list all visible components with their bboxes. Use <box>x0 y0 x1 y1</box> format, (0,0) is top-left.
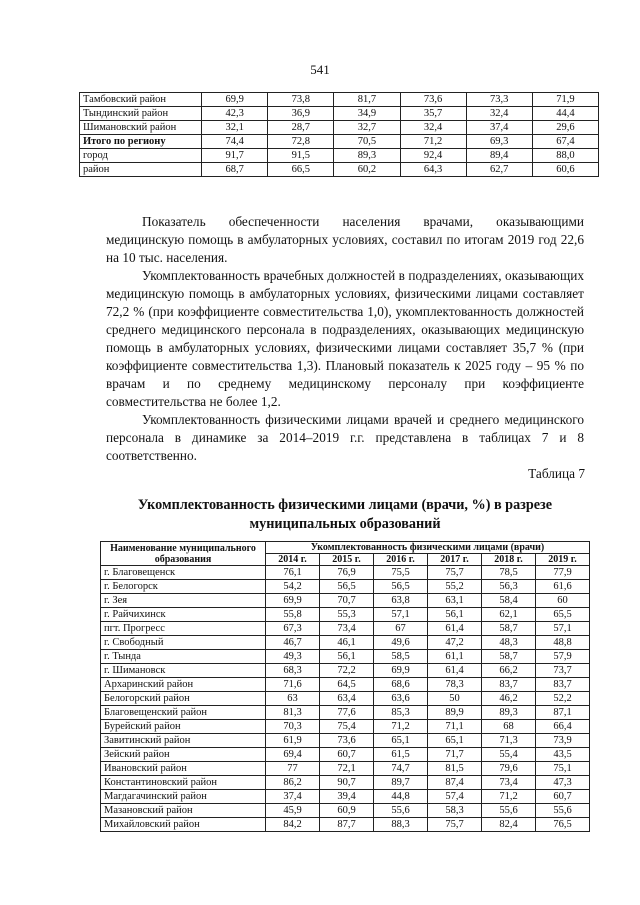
row-value: 56,5 <box>374 580 428 594</box>
table-row <box>101 664 590 678</box>
row-value: 34,9 <box>334 107 400 121</box>
row-value: 63,8 <box>374 594 428 608</box>
row-value: 55,2 <box>428 580 482 594</box>
row-name: Архаринский район <box>101 678 266 692</box>
table-row <box>101 650 590 664</box>
row-value: 84,2 <box>266 818 320 832</box>
row-value: 69,9 <box>266 594 320 608</box>
row-value: 63 <box>266 692 320 706</box>
row-value: 57,1 <box>536 622 590 636</box>
row-value: 62,7 <box>466 163 532 177</box>
row-value: 60,2 <box>334 163 400 177</box>
row-value: 66,5 <box>268 163 334 177</box>
table-row <box>101 678 590 692</box>
row-name: г. Шимановск <box>101 664 266 678</box>
row-value: 75,7 <box>428 818 482 832</box>
paragraph: Укомплектованность физическими лицами врачей и среднего медицинского персонала в динамике за 2014–2019 г.г. представлена в таблицах 7 и 8 соответственно. <box>106 412 584 463</box>
row-value: 88,0 <box>532 149 598 163</box>
row-value: 46,2 <box>482 692 536 706</box>
row-value: 85,3 <box>374 706 428 720</box>
row-value: 91,5 <box>268 149 334 163</box>
row-value: 72,1 <box>320 762 374 776</box>
row-value: 54,2 <box>266 580 320 594</box>
row-value: 76,9 <box>320 566 374 580</box>
row-value: 77,9 <box>536 566 590 580</box>
row-value: 61,4 <box>428 664 482 678</box>
row-value: 32,7 <box>334 121 400 135</box>
row-value: 66,2 <box>482 664 536 678</box>
row-value: 74,7 <box>374 762 428 776</box>
table-row <box>101 762 590 776</box>
row-value: 58,7 <box>482 650 536 664</box>
row-name: пгт. Прогресс <box>101 622 266 636</box>
row-value: 58,4 <box>482 594 536 608</box>
table-row <box>80 163 599 177</box>
row-value: 78,3 <box>428 678 482 692</box>
row-value: 82,4 <box>482 818 536 832</box>
row-value: 71,7 <box>428 748 482 762</box>
row-value: 37,4 <box>266 790 320 804</box>
table-row <box>101 734 590 748</box>
row-value: 92,4 <box>400 149 466 163</box>
row-value: 67,3 <box>266 622 320 636</box>
row-value: 47,2 <box>428 636 482 650</box>
row-value: 55,6 <box>482 804 536 818</box>
row-value: 61,5 <box>374 748 428 762</box>
header-year: 2019 г. <box>536 554 590 566</box>
row-value: 44,8 <box>374 790 428 804</box>
row-value: 70,3 <box>266 720 320 734</box>
row-value: 79,6 <box>482 762 536 776</box>
staffing-table <box>100 541 590 832</box>
table-label: Таблица 7 <box>528 466 585 481</box>
table-row <box>101 818 590 832</box>
row-value: 36,9 <box>268 107 334 121</box>
row-value: 57,1 <box>374 608 428 622</box>
row-value: 76,5 <box>536 818 590 832</box>
row-value: 64,3 <box>400 163 466 177</box>
row-name: г. Зея <box>101 594 266 608</box>
row-name: г. Благовещенск <box>101 566 266 580</box>
row-value: 71,2 <box>374 720 428 734</box>
row-value: 73,7 <box>536 664 590 678</box>
table-row <box>101 636 590 650</box>
row-value: 61,1 <box>428 650 482 664</box>
row-value: 81,3 <box>266 706 320 720</box>
row-name: Константиновский район <box>101 776 266 790</box>
row-name: г. Белогорск <box>101 580 266 594</box>
row-name: Тындинский район <box>80 107 202 121</box>
row-value: 50 <box>428 692 482 706</box>
row-value: 61,4 <box>428 622 482 636</box>
row-value: 63,6 <box>374 692 428 706</box>
row-value: 71,2 <box>400 135 466 149</box>
table-row <box>80 107 599 121</box>
row-value: 60,9 <box>320 804 374 818</box>
row-name: Зейский район <box>101 748 266 762</box>
row-value: 49,3 <box>266 650 320 664</box>
header-year: 2014 г. <box>266 554 320 566</box>
row-value: 87,4 <box>428 776 482 790</box>
row-value: 48,8 <box>536 636 590 650</box>
row-value: 72,2 <box>320 664 374 678</box>
row-value: 70,7 <box>320 594 374 608</box>
table-row <box>101 776 590 790</box>
row-value: 61,9 <box>266 734 320 748</box>
row-value: 65,1 <box>374 734 428 748</box>
table-row <box>80 93 599 107</box>
row-value: 69,3 <box>466 135 532 149</box>
table-row <box>80 135 599 149</box>
row-value: 73,6 <box>320 734 374 748</box>
row-value: 89,9 <box>428 706 482 720</box>
row-value: 32,1 <box>202 121 268 135</box>
row-value: 67 <box>374 622 428 636</box>
table-row <box>101 566 590 580</box>
table-row <box>101 608 590 622</box>
table-row <box>101 622 590 636</box>
row-value: 65,5 <box>536 608 590 622</box>
row-value: 89,4 <box>466 149 532 163</box>
header-year: 2016 г. <box>374 554 428 566</box>
row-value: 68,3 <box>266 664 320 678</box>
row-value: 49,6 <box>374 636 428 650</box>
row-value: 73,4 <box>320 622 374 636</box>
row-value: 75,4 <box>320 720 374 734</box>
row-value: 55,8 <box>266 608 320 622</box>
row-name: Михайловский район <box>101 818 266 832</box>
header-year: 2018 г. <box>482 554 536 566</box>
row-value: 73,8 <box>268 93 334 107</box>
row-value: 56,3 <box>482 580 536 594</box>
row-value: 73,9 <box>536 734 590 748</box>
row-value: 60,7 <box>320 748 374 762</box>
row-value: 78,5 <box>482 566 536 580</box>
header-group: Укомплектованность физическими лицами (врачи) <box>266 542 590 554</box>
row-value: 46,7 <box>266 636 320 650</box>
row-name: Ивановский район <box>101 762 266 776</box>
row-value: 57,4 <box>428 790 482 804</box>
row-value: 42,3 <box>202 107 268 121</box>
row-value: 37,4 <box>466 121 532 135</box>
row-value: 56,1 <box>320 650 374 664</box>
row-value: 47,3 <box>536 776 590 790</box>
row-value: 89,3 <box>334 149 400 163</box>
row-value: 35,7 <box>400 107 466 121</box>
row-value: 55,6 <box>536 804 590 818</box>
row-value: 69,9 <box>202 93 268 107</box>
row-value: 32,4 <box>400 121 466 135</box>
row-value: 87,7 <box>320 818 374 832</box>
row-value: 71,3 <box>482 734 536 748</box>
row-value: 32,4 <box>466 107 532 121</box>
row-value: 45,9 <box>266 804 320 818</box>
row-value: 60,6 <box>532 163 598 177</box>
row-value: 74,4 <box>202 135 268 149</box>
row-value: 68 <box>482 720 536 734</box>
row-value: 71,2 <box>482 790 536 804</box>
table-row <box>80 149 599 163</box>
row-value: 72,8 <box>268 135 334 149</box>
row-value: 73,4 <box>482 776 536 790</box>
row-value: 67,4 <box>532 135 598 149</box>
row-value: 58,5 <box>374 650 428 664</box>
row-value: 75,7 <box>428 566 482 580</box>
row-value: 52,2 <box>536 692 590 706</box>
row-name: Завитинский район <box>101 734 266 748</box>
row-value: 90,7 <box>320 776 374 790</box>
table-row <box>101 748 590 762</box>
row-value: 57,9 <box>536 650 590 664</box>
row-value: 75,1 <box>536 762 590 776</box>
row-value: 58,7 <box>482 622 536 636</box>
table-row <box>101 804 590 818</box>
header-year: 2015 г. <box>320 554 374 566</box>
row-name: Магдагачинский район <box>101 790 266 804</box>
row-value: 55,4 <box>482 748 536 762</box>
table-row <box>101 706 590 720</box>
row-value: 73,6 <box>400 93 466 107</box>
row-value: 56,5 <box>320 580 374 594</box>
table-row <box>101 790 590 804</box>
continuation-table <box>79 92 599 177</box>
row-value: 73,3 <box>466 93 532 107</box>
row-value: 71,6 <box>266 678 320 692</box>
table-row <box>80 121 599 135</box>
row-value: 88,3 <box>374 818 428 832</box>
row-value: 68,7 <box>202 163 268 177</box>
row-value: 91,7 <box>202 149 268 163</box>
header-year: 2017 г. <box>428 554 482 566</box>
row-name: г. Свободный <box>101 636 266 650</box>
row-name: Тамбовский район <box>80 93 202 107</box>
row-name: Бурейский район <box>101 720 266 734</box>
paragraph: Укомплектованность врачебных должностей в подразделениях, оказывающих медицинскую помощь в амбулаторных условиях, физическими лицами составляет 72,2 % (при коэффициенте совместительства 1,0), укомплектованность должностей среднего медицинского персонала в подразделениях, оказывающих медицинскую помощь в амбулаторных условиях, физическими лицами составляет 35,7 % (при коэффициенте совместительства 1,3). Плановый показатель к 2025 году – 95 % по врачам и по среднему медицинскому персоналу при коэффициенте совместительства не более 1,2. <box>106 268 584 409</box>
row-value: 87,1 <box>536 706 590 720</box>
row-name: г. Тында <box>101 650 266 664</box>
table-row <box>101 720 590 734</box>
row-name: Белогорский район <box>101 692 266 706</box>
page-number: 541 <box>310 62 330 77</box>
row-value: 69,9 <box>374 664 428 678</box>
row-value: 83,7 <box>536 678 590 692</box>
row-value: 86,2 <box>266 776 320 790</box>
row-value: 39,4 <box>320 790 374 804</box>
row-name: город <box>80 149 202 163</box>
row-value: 81,7 <box>334 93 400 107</box>
row-name: Мазановский район <box>101 804 266 818</box>
row-name: Шимановский район <box>80 121 202 135</box>
row-value: 83,7 <box>482 678 536 692</box>
row-value: 28,7 <box>268 121 334 135</box>
row-value: 56,1 <box>428 608 482 622</box>
row-value: 58,3 <box>428 804 482 818</box>
row-value: 64,5 <box>320 678 374 692</box>
table-row <box>101 594 590 608</box>
row-value: 44,4 <box>532 107 598 121</box>
row-value: 89,7 <box>374 776 428 790</box>
row-value: 69,4 <box>266 748 320 762</box>
row-name: Благовещенский район <box>101 706 266 720</box>
row-value: 63,4 <box>320 692 374 706</box>
row-value: 76,1 <box>266 566 320 580</box>
row-name: г. Райчихинск <box>101 608 266 622</box>
row-value: 60,7 <box>536 790 590 804</box>
row-value: 48,3 <box>482 636 536 650</box>
row-value: 62,1 <box>482 608 536 622</box>
row-value: 60 <box>536 594 590 608</box>
row-value: 66,4 <box>536 720 590 734</box>
table-title: Укомплектованность физическими лицами (врачи, %) в разрезе муниципальных образований <box>137 497 553 532</box>
row-value: 43,5 <box>536 748 590 762</box>
header-name: Наименование муниципального образования <box>101 542 266 566</box>
table-row <box>101 580 590 594</box>
paragraph: Показатель обеспеченности населения врачами, оказывающими медицинскую помощь в амбулаторных условиях, составил по итогам 2019 год 22,6 на 10 тыс. населения. <box>106 214 584 265</box>
row-value: 89,3 <box>482 706 536 720</box>
row-value: 71,9 <box>532 93 598 107</box>
row-value: 68,6 <box>374 678 428 692</box>
row-name: Итого по региону <box>80 135 202 149</box>
row-value: 75,5 <box>374 566 428 580</box>
row-value: 29,6 <box>532 121 598 135</box>
row-value: 55,6 <box>374 804 428 818</box>
table-row <box>101 692 590 706</box>
row-value: 71,1 <box>428 720 482 734</box>
row-value: 77 <box>266 762 320 776</box>
row-value: 46,1 <box>320 636 374 650</box>
row-value: 65,1 <box>428 734 482 748</box>
row-value: 61,6 <box>536 580 590 594</box>
row-value: 55,3 <box>320 608 374 622</box>
row-value: 81,5 <box>428 762 482 776</box>
row-value: 63,1 <box>428 594 482 608</box>
row-value: 77,6 <box>320 706 374 720</box>
body-text <box>106 213 584 465</box>
row-name: район <box>80 163 202 177</box>
row-value: 70,5 <box>334 135 400 149</box>
